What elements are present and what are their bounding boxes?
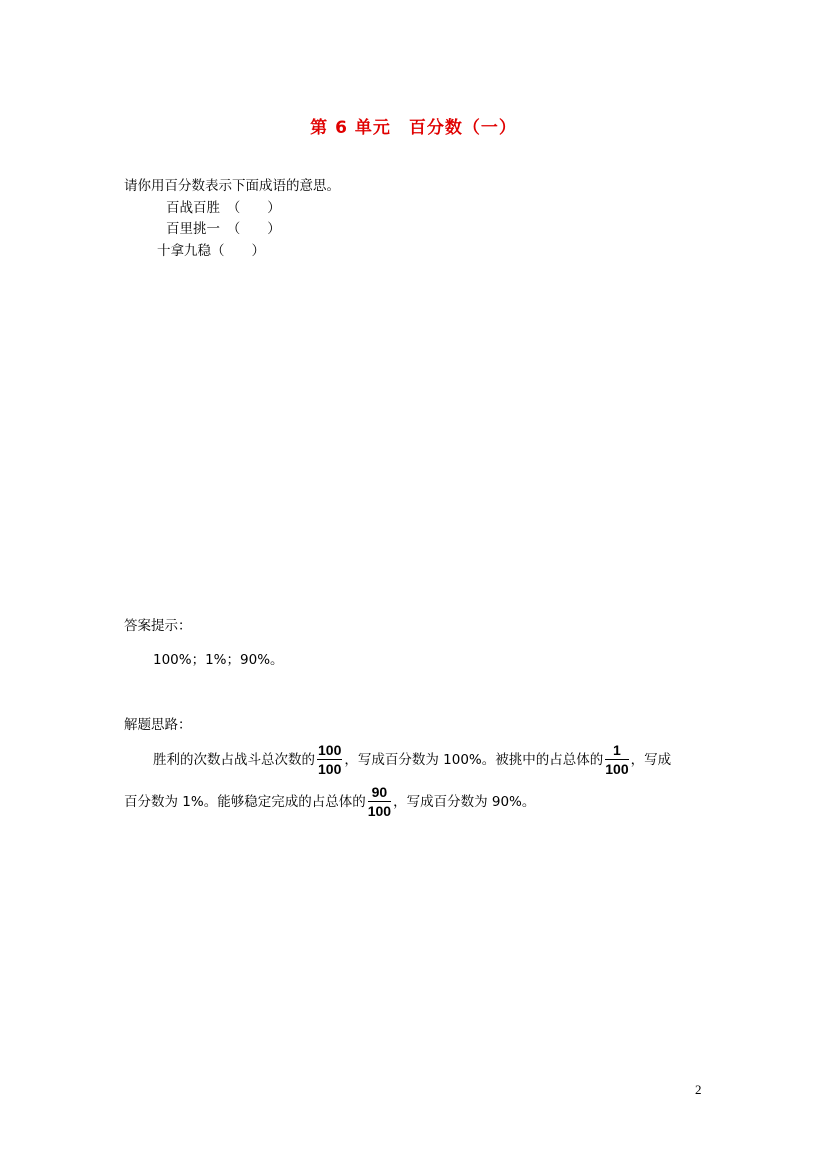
solution-line-2 xyxy=(124,785,535,819)
answer-text: 100%；1%；90%。 xyxy=(153,652,284,668)
question-item: 百战百胜 （ ） xyxy=(166,200,281,216)
fraction-denominator: 100 xyxy=(367,803,392,819)
solution-heading: 解题思路： xyxy=(124,717,192,733)
page-title: 第 6 单元 百分数（一） xyxy=(310,118,517,138)
question-item: 十拿九稳（ ） xyxy=(157,243,265,259)
solution-text: 胜利的次数占战斗总次数的 xyxy=(153,752,315,768)
page-number: 2 xyxy=(695,1082,702,1097)
fraction-90-over-100 xyxy=(368,785,391,819)
fraction-denominator: 100 xyxy=(318,761,342,777)
question-item: 百里挑一 （ ） xyxy=(166,221,281,237)
fraction-denominator: 100 xyxy=(605,761,629,777)
fraction-numerator: 90 xyxy=(368,785,391,802)
solution-text: 百分数为 1%。能够稳定完成的占总体的 xyxy=(124,794,366,810)
solution-line-1 xyxy=(153,743,671,777)
fraction-100-over-100 xyxy=(317,743,342,777)
question-prompt: 请你用百分数表示下面成语的意思。 xyxy=(124,178,340,194)
solution-text: ，写成百分数为 90%。 xyxy=(393,794,536,810)
fraction-1-over-100 xyxy=(605,743,628,777)
solution-text: ，写成 xyxy=(630,752,672,768)
fraction-numerator: 100 xyxy=(318,742,342,758)
answer-heading: 答案提示： xyxy=(124,618,192,634)
fraction-numerator: 1 xyxy=(605,743,628,760)
solution-text: ，写成百分数为 100%。被挑中的占总体的 xyxy=(344,752,604,768)
